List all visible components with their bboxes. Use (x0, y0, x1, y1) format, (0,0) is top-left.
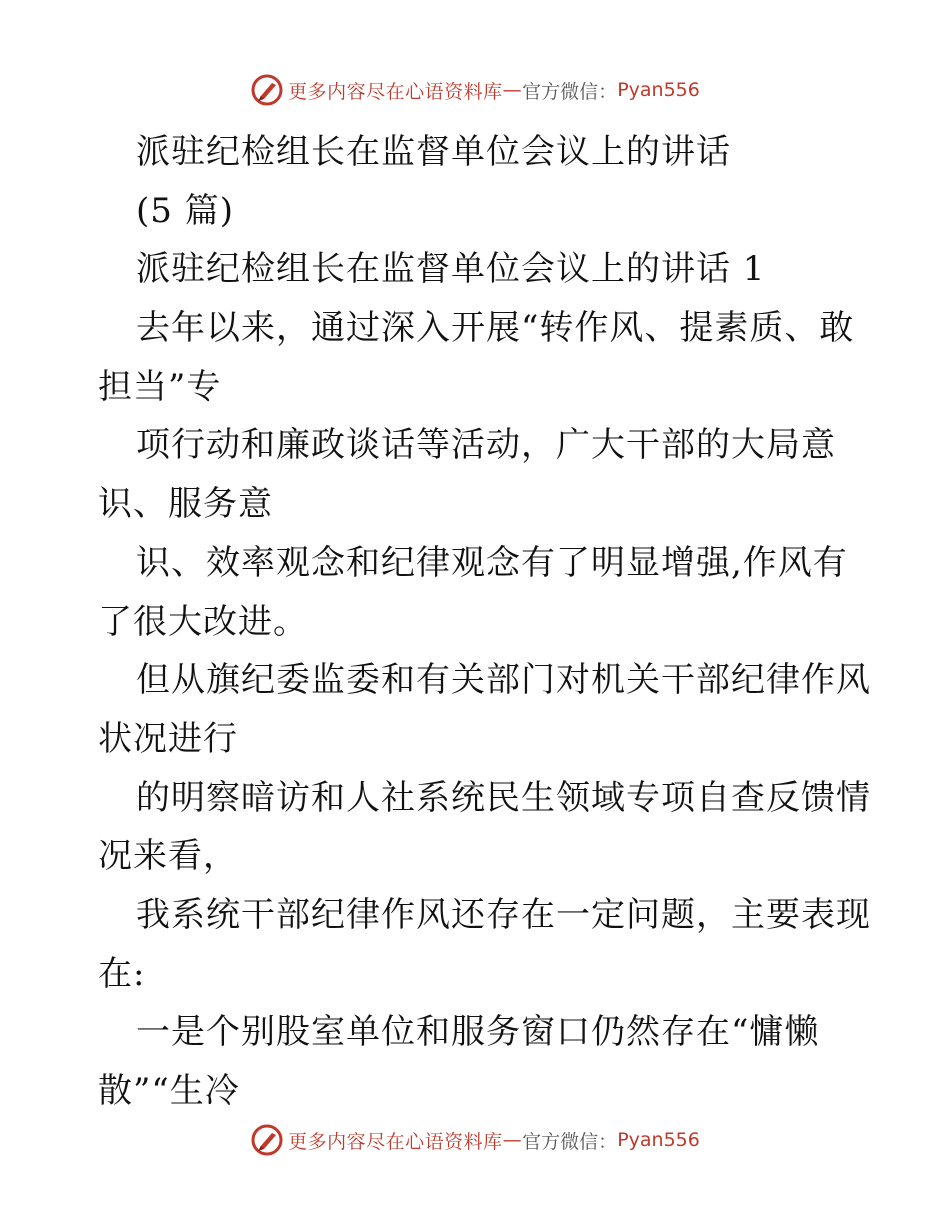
document-line: 散”“生冷 (98, 1071, 240, 1111)
header-watermark (0, 70, 950, 110)
document-line: 但从旗纪委监委和有关部门对机关干部纪律作风 (136, 660, 871, 701)
document-line: 况来看， (98, 836, 238, 877)
document-line: 我系统干部纪律作风还存在一定问题，主要表现 (136, 894, 871, 935)
document-line: 在: (98, 953, 146, 994)
watermark-text: 更多内容尽在心语资料库 (288, 80, 503, 103)
watermark-wechat-label: 官方微信： (522, 80, 618, 103)
document-body (98, 123, 878, 1121)
document-line: 状况进行 (98, 718, 238, 759)
document-line: 了很大改进。 (98, 601, 308, 642)
footer-watermark (0, 1120, 950, 1160)
document-line: 识、服务意 (98, 484, 273, 525)
document-line: 识、效率观念和纪律观念有了明显增强,作风有 (136, 542, 848, 583)
document-line: 派驻纪检组长在监督单位会议上的讲话 1 (136, 249, 766, 290)
watermark-wechat-id: Pyan556 (617, 79, 700, 101)
document-line: 派驻纪检组长在监督单位会议上的讲话 (136, 132, 731, 172)
pen-logo-icon (250, 1123, 284, 1157)
document-line: (5 篇) (136, 190, 234, 231)
watermark-text: 更多内容尽在心语资料库 (288, 1130, 503, 1153)
watermark-wechat-label: 官方微信： (522, 1130, 618, 1153)
document-line: 担当”专 (98, 366, 222, 407)
watermark-dash: — (502, 1129, 523, 1151)
watermark-dash: — (502, 79, 523, 101)
document-line: 去年以来，通过深入开展“转作风、提素质、敢 (136, 308, 855, 349)
document-line: 的明察暗访和人社系统民生领域专项自查反馈情 (136, 777, 871, 818)
watermark-wechat-id: Pyan556 (617, 1129, 700, 1151)
pen-logo-icon (250, 73, 284, 107)
document-line: 一是个别股室单位和服务窗口仍然存在“慵懒 (136, 1012, 820, 1053)
document-line: 项行动和廉政谈话等活动，广大干部的大局意 (136, 425, 836, 466)
